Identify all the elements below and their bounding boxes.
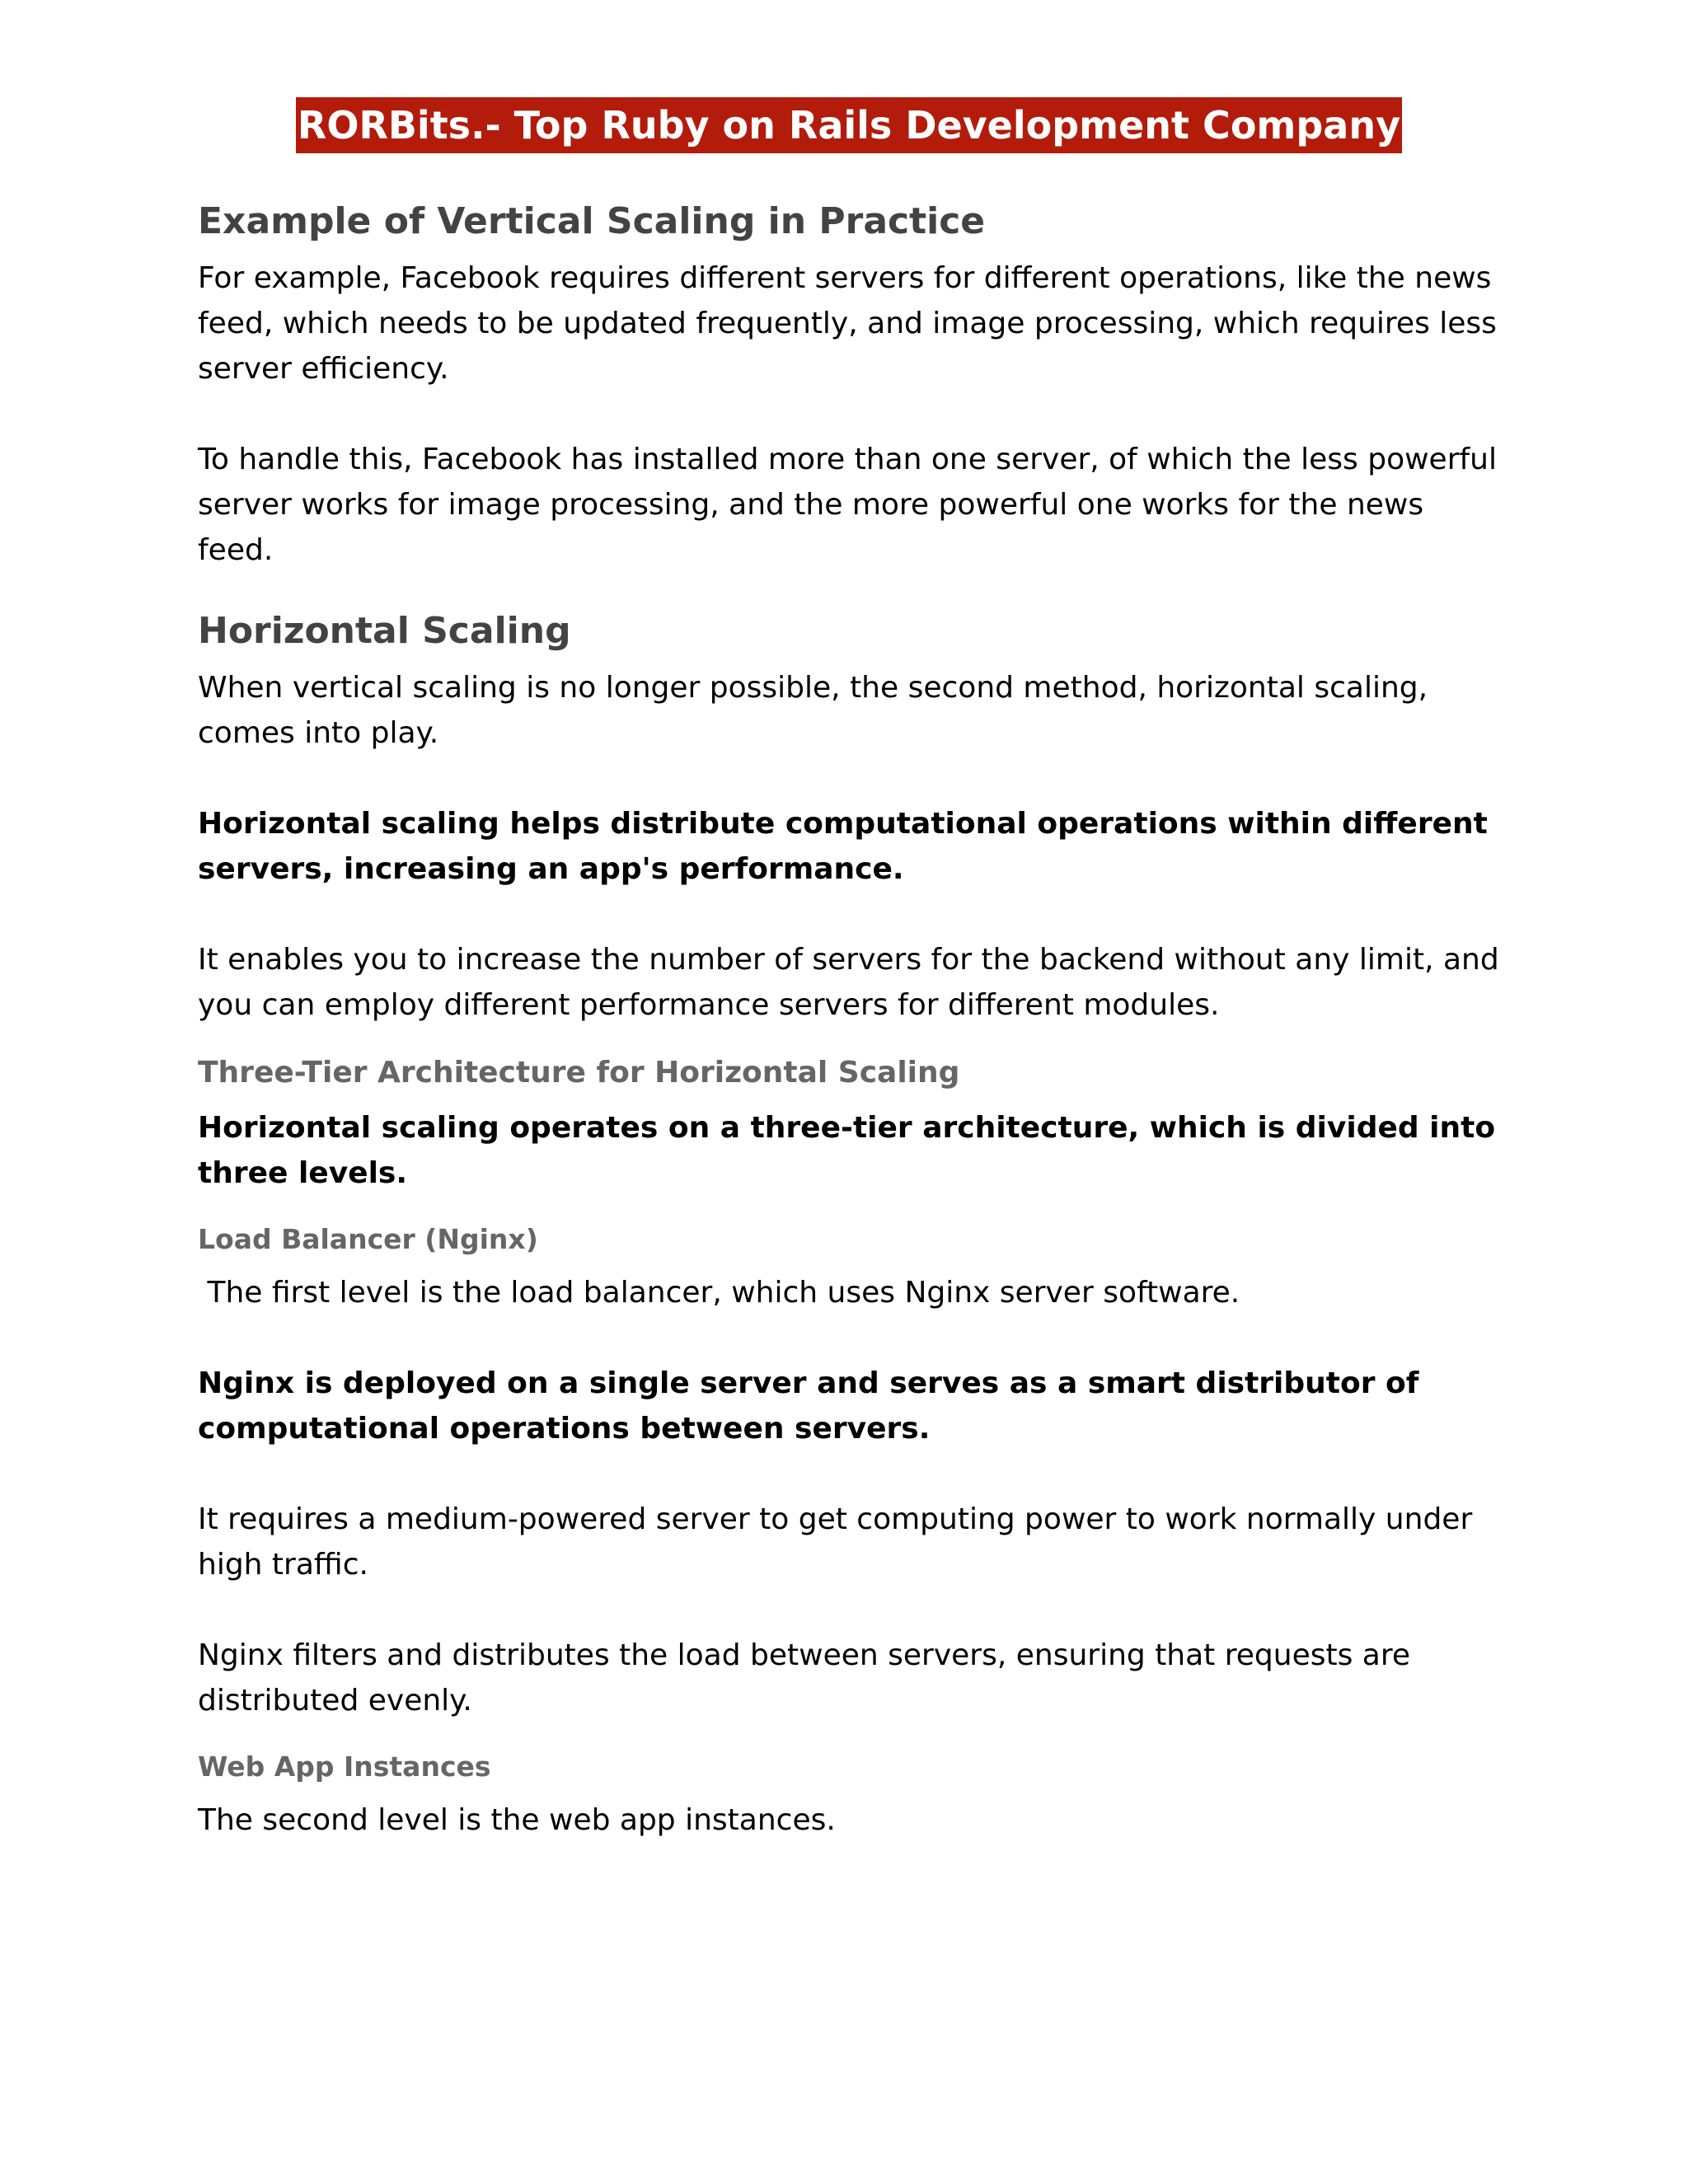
paragraph-facebook-handling: To handle this, Facebook has installed more than one server, of which the less powerful server works for image processing, and the more powerful one works for the news feed. bbox=[198, 443, 1498, 567]
paragraph-horizontal-intro: When vertical scaling is no longer possible, the second method, horizontal scaling, comes into play. bbox=[198, 671, 1428, 750]
paragraph-nginx-power: It requires a medium-powered server to get computing power to work normally under high traffic. bbox=[198, 1502, 1473, 1582]
company-banner: RORBits.- Top Ruby on Rails Development Company bbox=[296, 97, 1402, 153]
heading-load-balancer: Load Balancer (Nginx) bbox=[198, 1223, 538, 1255]
paragraph-horizontal-bold: Horizontal scaling helps distribute computational operations within different servers, increasing an app's performance. bbox=[198, 807, 1488, 886]
paragraph-load-balancer-intro: The first level is the load balancer, which uses Nginx server software. bbox=[198, 1276, 1240, 1310]
paragraph-three-tier-bold: Horizontal scaling operates on a three-tier architecture, which is divided into three levels. bbox=[198, 1111, 1496, 1190]
heading-web-app-instances: Web App Instances bbox=[198, 1750, 491, 1783]
paragraph-nginx-bold: Nginx is deployed on a single server and serves as a smart distributor of computational operations between servers. bbox=[198, 1366, 1419, 1446]
document-page bbox=[198, 97, 1500, 1843]
banner-container bbox=[198, 97, 1500, 153]
heading-vertical-example: Example of Vertical Scaling in Practice bbox=[198, 200, 986, 242]
paragraph-facebook-servers: For example, Facebook requires different servers for different operations, like the news feed, which needs to be updated frequently, and image processing, which requires less server efficiency. bbox=[198, 261, 1497, 386]
paragraph-web-app-intro: The second level is the web app instances. bbox=[198, 1803, 836, 1837]
paragraph-nginx-filters: Nginx filters and distributes the load between servers, ensuring that requests are distributed evenly. bbox=[198, 1638, 1411, 1718]
heading-horizontal-scaling: Horizontal Scaling bbox=[198, 610, 571, 652]
paragraph-horizontal-servers: It enables you to increase the number of servers for the backend without any limit, and you can employ different performance servers for different modules. bbox=[198, 943, 1499, 1022]
heading-three-tier: Three-Tier Architecture for Horizontal Scaling bbox=[198, 1056, 960, 1090]
